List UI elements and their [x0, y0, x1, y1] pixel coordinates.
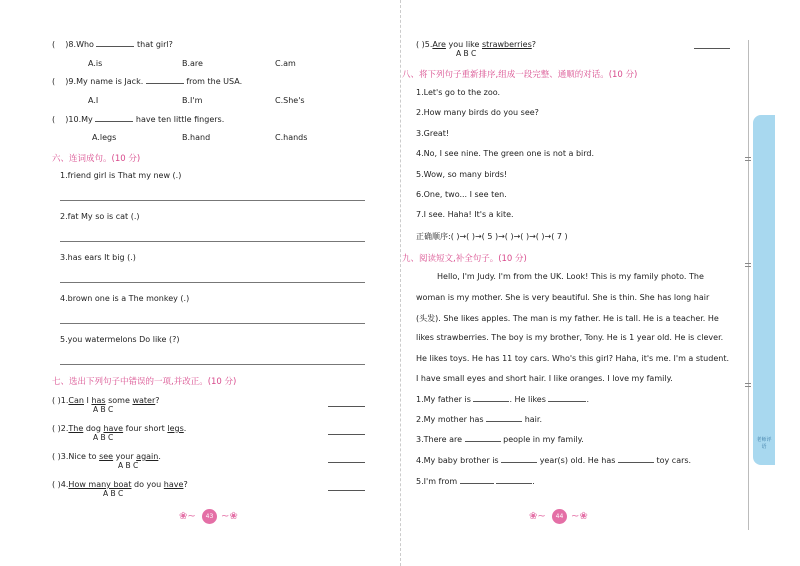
fill-question-2: 2.My mother has hair.	[416, 415, 542, 424]
passage-line: likes strawberries. The boy is my brother, Tony. He is 1 year old. He is clever.	[416, 333, 724, 342]
correction-line[interactable]	[328, 490, 365, 491]
section-9-title: 九、阅读短文,补全句子。(10 分)	[402, 254, 527, 264]
page-number-right: ❀~ 44 ~❀	[529, 511, 588, 522]
dialogue-line: 5.Wow, so many birds!	[416, 170, 508, 179]
option-letters: A B C	[103, 489, 124, 498]
fill-question-4: 4.My baby brother is year(s) old. He has toy cars.	[416, 456, 692, 465]
correction-line[interactable]	[328, 462, 365, 463]
option-letters: A B C	[93, 405, 114, 414]
page-number-left: ❀~ 43 ~❀	[179, 511, 238, 522]
sec6-item: 3.has ears It big (.)	[60, 253, 136, 262]
section-7-title: 七、选出下列句子中错误的一项,并改正。(10 分)	[52, 377, 237, 387]
binding-tick	[745, 157, 751, 161]
flower-icon: ~❀	[221, 511, 238, 522]
q9-option-a: A.I	[88, 96, 99, 105]
binding-tick	[745, 383, 751, 387]
flower-icon: ~❀	[571, 511, 588, 522]
q9-option-b: B.I'm	[182, 96, 203, 105]
answer-line[interactable]	[60, 323, 365, 324]
fill-question-5: 5.I'm from .	[416, 477, 535, 486]
blank[interactable]	[548, 401, 586, 402]
sec6-item: 1.friend girl is That my new (.)	[60, 171, 182, 180]
passage-line: woman is my mother. She is very beautiful. She is thin. She has long hair	[416, 293, 710, 302]
sec6-item: 4.brown one is a The monkey (.)	[60, 294, 190, 303]
answer-line[interactable]	[60, 200, 365, 201]
correction-line[interactable]	[328, 406, 365, 407]
correction-line[interactable]	[694, 48, 730, 49]
flower-icon: ❀~	[529, 511, 546, 522]
blank[interactable]	[501, 462, 537, 463]
dialogue-line: 4.No, I see nine. The green one is not a bird.	[416, 149, 595, 158]
sec7-item-5: ( )5.Are you like strawberries?	[416, 40, 537, 49]
fill-question-3: 3.There are people in my family.	[416, 435, 584, 444]
answer-line[interactable]	[60, 364, 365, 365]
sec6-item: 2.fat My so is cat (.)	[60, 212, 140, 221]
q8-option-c: C.am	[275, 59, 296, 68]
q9-option-c: C.She's	[275, 96, 305, 105]
binding-tick	[745, 263, 751, 267]
q8-option-a: A.is	[88, 59, 103, 68]
question-8: ( )8.Who that girl?	[52, 40, 173, 49]
q10-option-b: B.hand	[182, 133, 211, 142]
dialogue-line: 6.One, two... I see ten.	[416, 190, 507, 199]
question-10: ( )10.My have ten little fingers.	[52, 115, 225, 124]
blank[interactable]	[486, 421, 522, 422]
option-letters: A B C	[456, 49, 477, 58]
q10-option-a: A.legs	[92, 133, 117, 142]
q10-option-c: C.hands	[275, 133, 308, 142]
question-9: ( )9.My name is Jack. from the USA.	[52, 77, 243, 86]
passage-line: He likes toys. He has 11 toy cars. Who's this girl? Haha, it's me. I'm a student.	[416, 354, 730, 363]
blank[interactable]	[473, 401, 509, 402]
side-tab	[753, 115, 775, 465]
sec7-item-4: ( )4.How many boat do you have?	[52, 480, 188, 489]
answer-line[interactable]	[60, 282, 365, 283]
page-fold	[400, 0, 401, 566]
sec7-item-1: ( )1.Can I has some water?	[52, 396, 160, 405]
binding-line	[748, 40, 749, 530]
blank[interactable]	[465, 441, 501, 442]
dialogue-line: 1.Let's go to the zoo.	[416, 88, 501, 97]
sec7-item-3: ( )3.Nice to see your again.	[52, 452, 161, 461]
option-letters: A B C	[118, 461, 139, 470]
option-letters: A B C	[93, 433, 114, 442]
fill-question-1: 1.My father is . He likes .	[416, 395, 589, 404]
sec6-item: 5.you watermelons Do like (?)	[60, 335, 180, 344]
q8-option-b: B.are	[182, 59, 203, 68]
blank[interactable]	[460, 483, 494, 484]
side-tab-label: 老师评语	[756, 437, 772, 450]
passage-line: (头发). She likes apples. The man is my father. He is tall. He is a teacher. He	[416, 314, 719, 323]
passage-line: Hello, I'm Judy. I'm from the UK. Look! This is my family photo. The	[437, 272, 704, 281]
section-8-title: 八、将下列句子重新排序,组成一段完整、通顺的对话。(10 分)	[402, 70, 638, 80]
dialogue-line: 2.How many birds do you see?	[416, 108, 539, 117]
flower-icon: ❀~	[179, 511, 196, 522]
dialogue-line: 7.I see. Haha! It's a kite.	[416, 210, 514, 219]
answer-line[interactable]	[60, 241, 365, 242]
passage-line: I have small eyes and short hair. I like oranges. I love my family.	[416, 374, 673, 383]
blank[interactable]	[618, 462, 654, 463]
correction-line[interactable]	[328, 434, 365, 435]
sec7-item-2: ( )2.The dog have four short legs.	[52, 424, 187, 433]
blank[interactable]	[496, 483, 532, 484]
dialogue-line: 3.Great!	[416, 129, 450, 138]
section-6-title: 六、连词成句。(10 分)	[52, 154, 141, 164]
order-answer[interactable]: 正确顺序:( )→( )→( 5 )→( )→( )→( )→( 7 )	[416, 232, 568, 241]
